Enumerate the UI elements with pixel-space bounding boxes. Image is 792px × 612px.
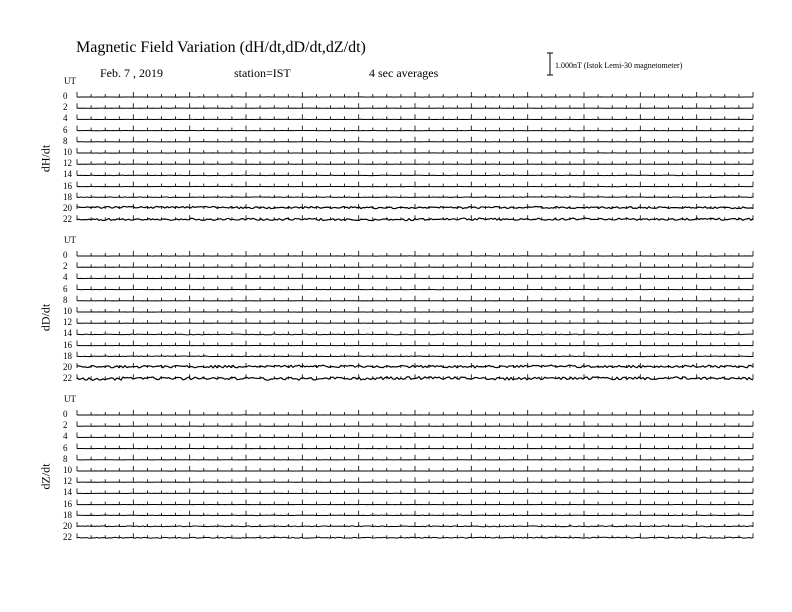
- hour-label: 22: [63, 214, 72, 225]
- panel-ylabel-dZ-dt: dZ/dt: [38, 463, 53, 490]
- row-ticks: [77, 137, 753, 142]
- hour-label: 6: [63, 124, 68, 135]
- row-ticks: [77, 262, 753, 267]
- row-ticks: [77, 329, 753, 334]
- hour-label: 4: [63, 431, 68, 442]
- row-ticks: [77, 159, 753, 164]
- hour-label: 20: [63, 521, 72, 531]
- row-ticks: [77, 103, 753, 108]
- panel-ylabel-dD-dt: dD/dt: [38, 303, 53, 331]
- row-ticks: [77, 148, 753, 153]
- row-ticks: [77, 126, 753, 131]
- row-ticks: [77, 500, 753, 505]
- hour-label: 12: [63, 158, 72, 169]
- row-ticks: [77, 477, 753, 482]
- row-ticks: [77, 273, 753, 278]
- hour-label: 2: [63, 261, 68, 272]
- hour-label: 12: [63, 476, 72, 487]
- row-ticks: [77, 114, 753, 119]
- date-label: Feb. 7 , 2019: [100, 66, 163, 80]
- panel-ylabel-dH-dt: dH/dt: [38, 144, 53, 172]
- row-ticks: [77, 170, 753, 175]
- hour-label: 8: [63, 135, 68, 146]
- hour-label: 16: [63, 339, 72, 350]
- hour-label: 20: [63, 362, 72, 372]
- hour-label: 8: [63, 294, 68, 305]
- hour-label: 22: [63, 532, 72, 543]
- hour-label: 22: [63, 373, 72, 384]
- chart-title: Magnetic Field Variation (dH/dt,dD/dt,dZ/dt): [76, 39, 366, 56]
- hour-label: 18: [63, 191, 72, 202]
- hour-label: 14: [63, 487, 72, 498]
- hour-label: 4: [63, 113, 68, 124]
- hour-label: 20: [63, 203, 72, 213]
- hour-label: 14: [63, 169, 72, 180]
- row-ticks: [77, 421, 753, 426]
- hour-label: 0: [63, 250, 68, 260]
- row-ticks: [77, 432, 753, 437]
- row-ticks: [77, 182, 753, 187]
- station-label: station=IST: [234, 66, 291, 80]
- row-ticks: [77, 318, 753, 323]
- row-ticks: [77, 488, 753, 493]
- row-ticks: [77, 251, 753, 256]
- hour-label: 2: [63, 102, 68, 113]
- hour-label: 8: [63, 453, 68, 464]
- hour-label: 10: [63, 306, 72, 316]
- row-ticks: [77, 296, 753, 301]
- row-ticks: [77, 285, 753, 290]
- ut-axis-label: UT: [64, 76, 76, 86]
- hour-label: 0: [63, 91, 68, 101]
- scale-label: 1.000nT (Istok Lemi-30 magnetometer): [555, 61, 683, 70]
- row-ticks: [77, 92, 753, 97]
- hour-label: 4: [63, 272, 68, 283]
- hour-label: 10: [63, 465, 72, 475]
- hour-label: 2: [63, 420, 68, 431]
- row-ticks: [77, 374, 753, 379]
- averaging-label: 4 sec averages: [369, 66, 439, 80]
- row-ticks: [77, 341, 753, 346]
- ut-axis-label: UT: [64, 235, 76, 245]
- hour-label: 6: [63, 283, 68, 294]
- hour-label: 16: [63, 180, 72, 191]
- row-ticks: [77, 410, 753, 415]
- ut-axis-label: UT: [64, 394, 76, 404]
- hour-label: 18: [63, 350, 72, 361]
- hour-label: 10: [63, 147, 72, 157]
- row-ticks: [77, 307, 753, 312]
- row-ticks: [77, 444, 753, 449]
- hour-label: 12: [63, 317, 72, 328]
- row-ticks: [77, 455, 753, 460]
- hour-label: 14: [63, 328, 72, 339]
- hour-label: 16: [63, 498, 72, 509]
- row-ticks: [77, 466, 753, 471]
- scale-bar: [547, 53, 553, 75]
- hour-label: 6: [63, 442, 68, 453]
- hour-label: 18: [63, 509, 72, 520]
- hour-label: 0: [63, 409, 68, 419]
